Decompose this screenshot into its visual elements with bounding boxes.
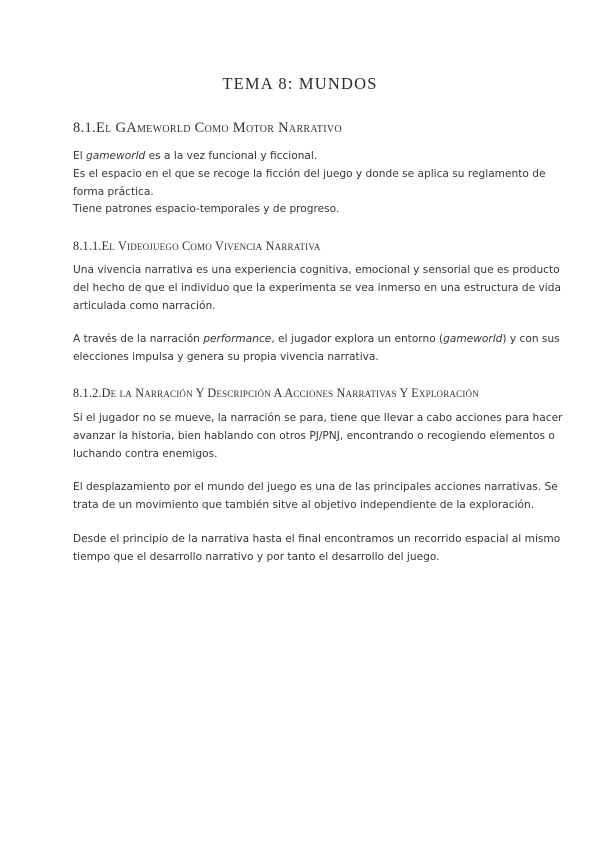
paragraph-line: trata de un movimiento que también sitve al objetivo independiente de la exploración. bbox=[73, 498, 535, 511]
paragraph-line bbox=[73, 148, 529, 166]
section-heading-8-1-1: 8.1.1.El Videojuego Como Vivencia Narrativa bbox=[73, 239, 321, 253]
italic-term: gameworld bbox=[86, 150, 146, 162]
section-heading-8-1-2: 8.1.2.De la Narración Y Descripción A Acciones Narrativas Y Exploración bbox=[73, 386, 479, 400]
italic-term: gameworld bbox=[443, 333, 503, 345]
paragraph-line: del hecho de que el individuo que la experimenta se vea inmerso en una estructura de vida bbox=[73, 281, 561, 294]
paragraph-line: articulada como narración. bbox=[73, 299, 216, 312]
text-run: A través de la narración bbox=[73, 333, 204, 345]
paragraph-line: forma práctica. bbox=[73, 185, 154, 198]
paragraph-line: Si el jugador no se mueve, la narración se para, tiene que llevar a cabo acciones para hacer bbox=[73, 412, 563, 424]
paragraph-line: Tiene patrones espacio-temporales y de progreso. bbox=[73, 203, 340, 216]
text-run: , el jugador explora un entorno ( bbox=[271, 333, 444, 345]
section-heading-8-1: 8.1.El GAmeworld Como Motor Narrativo bbox=[73, 120, 342, 136]
paragraph-line: Desde el principio de la narrativa hasta el final encontramos un recorrido espacial al mismo bbox=[73, 533, 561, 545]
paragraph-desplazamiento bbox=[73, 479, 558, 515]
paragraph-line: elecciones impulsa y genera su propia vivencia narrativa. bbox=[73, 350, 379, 363]
paragraph-line: Una vivencia narrativa es una experiencia cognitiva, emocional y sensorial que es producto bbox=[73, 264, 560, 276]
paragraph-recorrido bbox=[73, 531, 561, 567]
paragraph-gameworld bbox=[73, 148, 546, 219]
paragraph-line: tiempo que el desarrollo narrativo y por tanto el desarrollo del juego. bbox=[73, 550, 440, 563]
paragraph-acciones bbox=[73, 410, 563, 463]
italic-term: performance bbox=[203, 333, 272, 345]
paragraph-vivencia bbox=[73, 262, 561, 315]
paragraph-line: avanzar la historia, bien hablando con otros PJ/PNJ, encontrando o recogiendo elementos o bbox=[73, 429, 555, 442]
paragraph-line bbox=[73, 331, 560, 349]
text-run: es a la vez funcional y ficcional. bbox=[145, 150, 318, 162]
text-run: El bbox=[73, 150, 87, 162]
text-run: ) y con sus bbox=[502, 333, 560, 345]
paragraph-line: El desplazamiento por el mundo del juego es una de las principales acciones narrativas. Se bbox=[73, 481, 558, 493]
paragraph-line: Es el espacio en el que se recoge la ficción del juego y donde se aplica su reglamento de bbox=[73, 167, 546, 180]
paragraph-performance bbox=[73, 331, 560, 367]
page-title: TEMA 8: MUNDOS bbox=[222, 74, 378, 93]
paragraph-line: luchando contra enemigos. bbox=[73, 447, 218, 460]
